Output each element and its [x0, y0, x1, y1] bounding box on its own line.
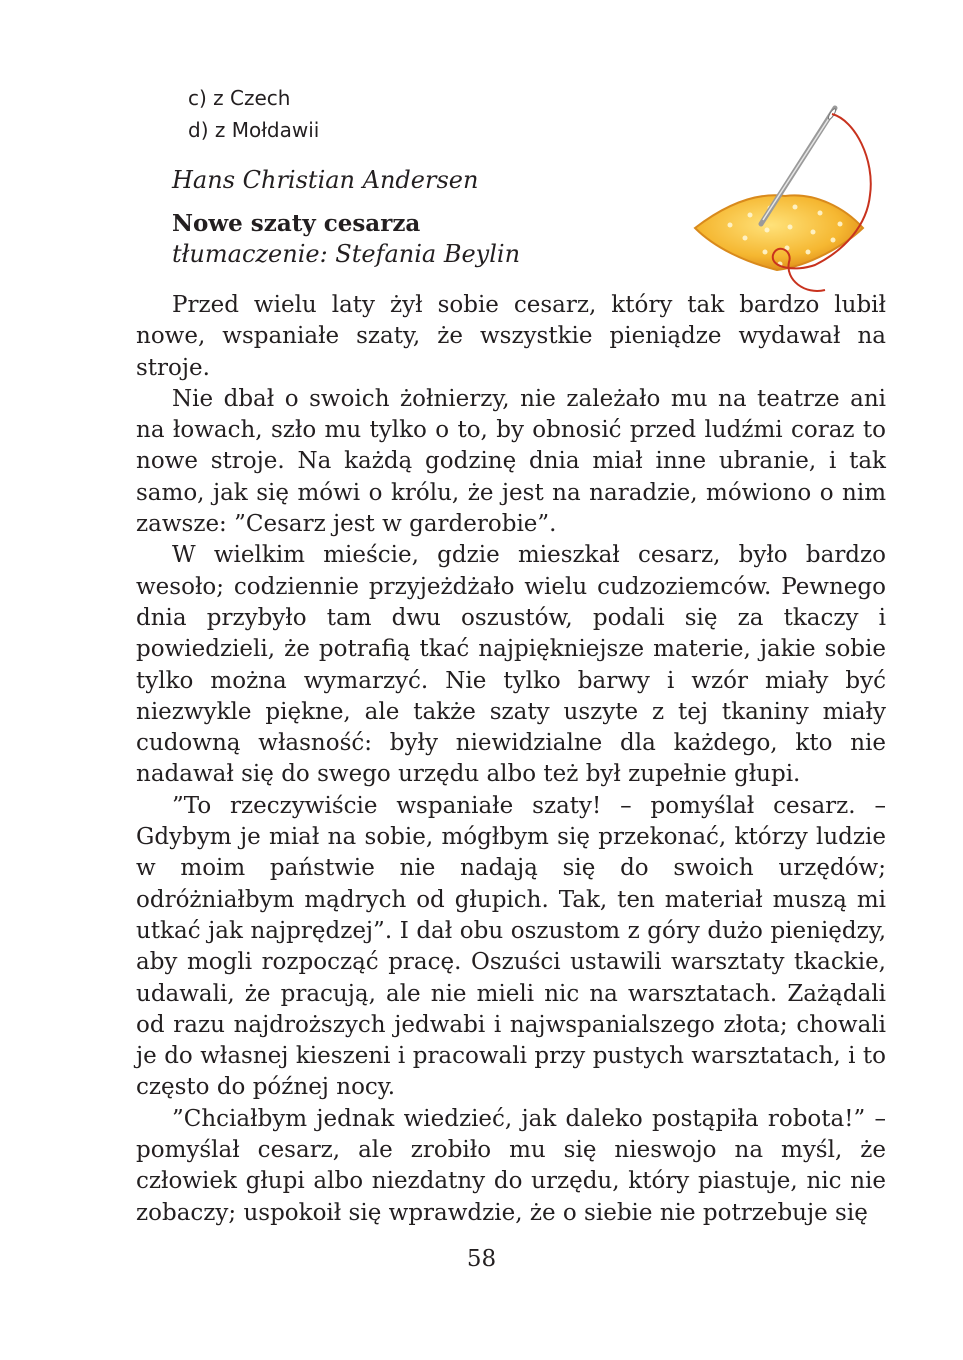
paragraph: W wielkim mieście, gdzie mieszkał cesarz, było bardzo wesoło; codziennie przyjeżdżało wielu cudzoziemców. Pewnego dnia przybyło tam dwu oszustów, podali się za tkaczy i powiedzieli, że potrafią tkać najpiękniejsze materie, jakie sobie tylko można wymarzyć. Nie tylko barwy i wzór miały być niezwykle piękne, ale także szaty uszyte z tej tkaniny miały cudowną własność: były niewidzialne dla każdego, kto nie nadawał się do swego urzędu albo też był zupełnie głupi. [136, 542, 886, 788]
story-title: Nowe szaty cesarza [172, 210, 421, 237]
answer-options [188, 82, 319, 146]
paragraph: Nie dbał o swoich żołnierzy, nie zależało mu na teatrze ani na łowach, szło mu tylko o to, by obnosić przed ludźmi coraz to nowe stroje. Na każdą godzinę dnia miał inne ubranie, i tak samo, jak się mówi o królu, że jest na naradzie, mówiono o nim zawsze: ”Cesarz jest w garderobie”. [136, 385, 886, 538]
pincushion-with-needle-icon [685, 100, 885, 300]
pincushion-shape [695, 195, 863, 270]
page-number: 58 [466, 1246, 497, 1272]
paragraph: ”Chciałbym jednak wiedzieć, jak daleko postąpiła robota!” – pomyślał cesarz, ale zrobiło mu się nieswojo na myśl, że człowiek głupi albo niezdatny do urzędu, który piastuje, nic nie zobaczy; uspokoił się wprawdzie, że o siebie nie potrzebuje się [136, 1105, 886, 1226]
paragraph: Przed wielu laty żył sobie cesarz, który tak bardzo lubił nowe, wspaniałe szaty, że wszystkie pieniądze wydawał na stroje. [136, 292, 886, 381]
story-translator: tłumaczenie: Stefania Beylin [172, 240, 521, 268]
answer-option-d: d) z Mołdawii [188, 118, 320, 142]
story-text [136, 290, 886, 1229]
answer-option-c: c) z Czech [188, 86, 291, 110]
story-author: Hans Christian Andersen [172, 166, 479, 194]
paragraph: ”To rzeczywiście wspaniałe szaty! – pomyślał cesarz. – Gdybym je miał na sobie, mógłbym się przekonać, którzy ludzie w moim państwie nie nadają się do swoich urzędów; odróżniałbym mądrych od głupich. Tak, ten materiał muszą mi utkać jak najprędzej”. I dał obu oszustom z góry dużo pieniędzy, aby mogli rozpocząć pracę. Oszuści ustawili warsztaty tkackie, udawali, że pracują, ale nie mieli nic na warsztatach. Zażądali od razu najdroższych jedwabi i najwspanialszego złota; chowali je do własnej kieszeni i pracowali przy pustych warsztatach, i to często do późnej nocy. [136, 792, 886, 1101]
